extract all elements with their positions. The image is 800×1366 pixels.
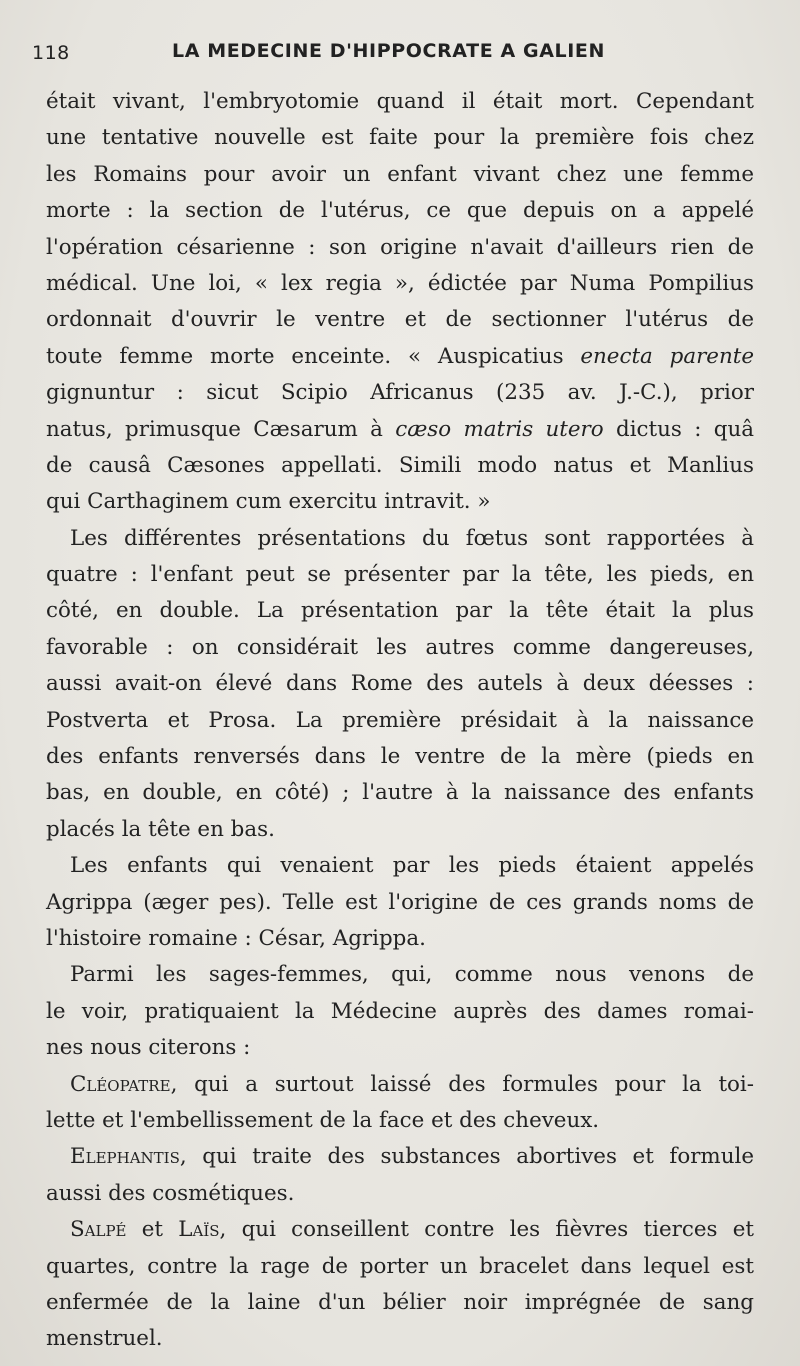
small-caps-name: Laïs <box>178 1217 220 1243</box>
running-head <box>32 36 754 76</box>
text-line: bas, en double, en côté) ; l'autre à la naissance des enfants <box>46 780 754 806</box>
body-text <box>46 84 754 1358</box>
text-line: était vivant, l'embryotomie quand il était mort. Cependant <box>46 89 754 114</box>
text-line: médical. Une loi, « lex regia », édictée par Numa Pompilius <box>46 270 754 296</box>
text-line: ordonnait d'ouvrir le ventre et de sectionner l'utérus de <box>46 307 754 333</box>
text-line: l'opération césarienne : son origine n'avait d'ailleurs rien de <box>46 234 754 260</box>
text-line: des enfants renversés dans le ventre de la mère (pieds en <box>46 744 754 770</box>
text-line: Cléopatre, qui a surtout laissé des formules pour la toi- <box>70 1071 754 1097</box>
text-line: qui Carthaginem cum exercitu intravit. » <box>46 489 491 515</box>
small-caps-name: Elephantis <box>70 1144 180 1170</box>
italic-text: enecta parente <box>580 343 754 369</box>
text-line: le voir, pratiquaient la Médecine auprès des dames romai- <box>46 998 754 1024</box>
text-line: toute femme morte enceinte. « Auspicatius enecta parente <box>46 343 754 369</box>
text-line: natus, primusque Cæsarum à cæso matris utero dictus : quâ <box>46 416 754 442</box>
page-number: 118 <box>32 42 70 64</box>
text-line: nes nous citerons : <box>46 1035 251 1061</box>
text-line: Elephantis, qui traite des substances abortives et formule <box>70 1144 754 1170</box>
text-line: Les enfants qui venaient par les pieds étaient appelés <box>70 853 754 879</box>
text-line: une tentative nouvelle est faite pour la première fois chez <box>46 125 754 151</box>
text-line: quartes, contre la rage de porter un bracelet dans lequel est <box>46 1253 754 1279</box>
text-line: les Romains pour avoir un enfant vivant chez une femme <box>46 161 754 187</box>
text-line: placés la tête en bas. <box>46 816 275 842</box>
text-line: Agrippa (æger pes). Telle est l'origine de ces grands noms de <box>46 889 754 915</box>
text-line: Salpé et Laïs, qui conseillent contre les fièvres tierces et <box>70 1217 754 1243</box>
text-line: Postverta et Prosa. La première présidait à la naissance <box>46 707 754 733</box>
text-line: enfermée de la laine d'un bélier noir imprégnée de sang <box>46 1289 754 1315</box>
text-line: menstruel. <box>46 1326 163 1352</box>
text-line: aussi des cosmétiques. <box>46 1180 295 1206</box>
text-line: favorable : on considérait les autres comme dangereuses, <box>46 634 754 660</box>
text-line: Parmi les sages-femmes, qui, comme nous venons de <box>70 962 754 988</box>
text-line: morte : la section de l'utérus, ce que depuis on a appelé <box>46 198 754 224</box>
text-line: lette et l'embellissement de la face et des cheveux. <box>46 1107 600 1133</box>
text-line: gignuntur : sicut Scipio Africanus (235 av. J.-C.), prior <box>46 380 754 406</box>
text-line: côté, en double. La présentation par la tête était la plus <box>46 598 754 624</box>
text-line: Les différentes présentations du fœtus sont rapportées à <box>70 525 754 551</box>
italic-text: cæso matris utero <box>395 416 604 442</box>
text-line: aussi avait-on élevé dans Rome des autels à deux déesses : <box>46 671 754 697</box>
text-line: quatre : l'enfant peut se présenter par la tête, les pieds, en <box>46 562 754 588</box>
text-line: l'histoire romaine : César, Agrippa. <box>46 925 426 951</box>
small-caps-name: Cléopatre <box>70 1071 171 1097</box>
text-line: de causâ Cæsones appellati. Simili modo natus et Manlius <box>46 452 754 478</box>
running-title: LA MEDECINE D'HIPPOCRATE A GALIEN <box>172 40 605 62</box>
small-caps-name: Salpé <box>70 1217 127 1243</box>
